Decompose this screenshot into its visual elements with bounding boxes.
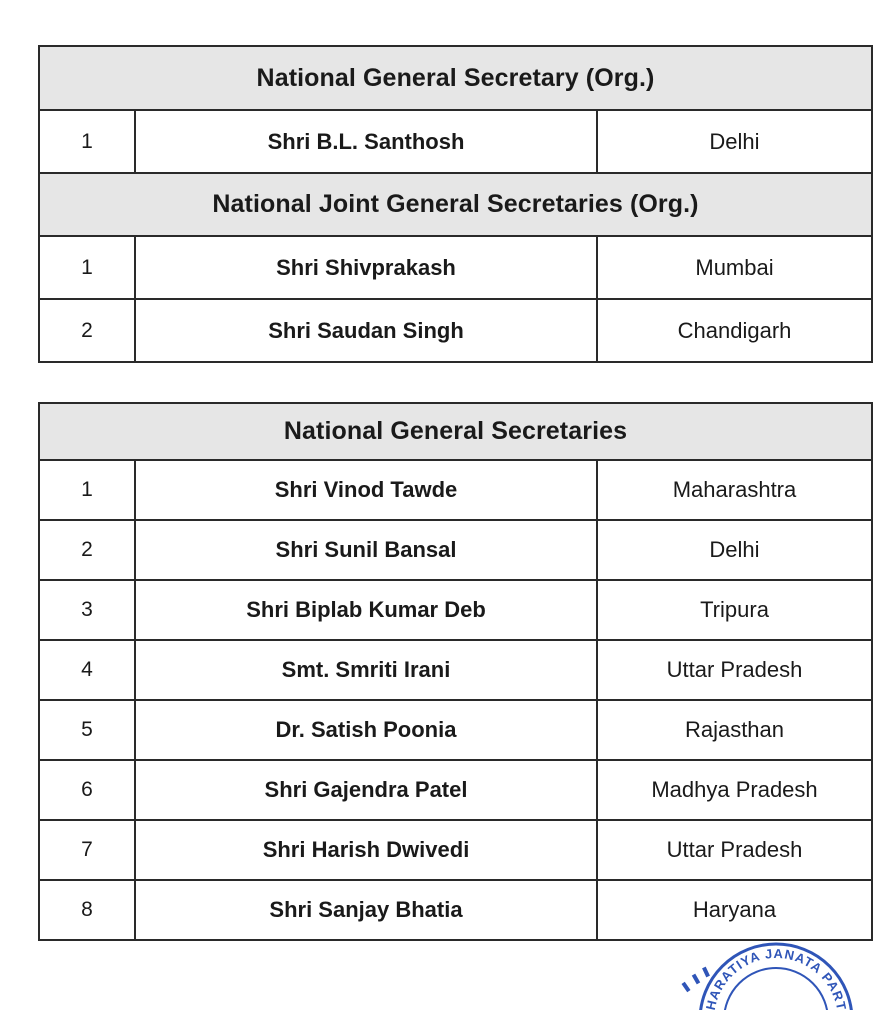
svg-text:BHARATIYA JANATA PARTY	[702, 946, 850, 1010]
row-number: 2	[39, 299, 135, 362]
member-name: Shri Shivprakash	[135, 236, 597, 299]
member-name: Shri Sanjay Bhatia	[135, 880, 597, 940]
seal-graphic	[676, 930, 876, 1010]
member-state: Haryana	[597, 880, 872, 940]
member-name: Shri Biplab Kumar Deb	[135, 580, 597, 640]
row-number: 3	[39, 580, 135, 640]
row-number: 1	[39, 460, 135, 520]
row-number: 6	[39, 760, 135, 820]
member-name: Shri Sunil Bansal	[135, 520, 597, 580]
section-title: National Joint General Secretaries (Org.)	[39, 173, 872, 236]
row-number: 1	[39, 236, 135, 299]
member-name: Shri Harish Dwivedi	[135, 820, 597, 880]
member-state: Uttar Pradesh	[597, 640, 872, 700]
member-state: Madhya Pradesh	[597, 760, 872, 820]
table-row	[39, 520, 872, 580]
table-row	[39, 760, 872, 820]
table-row	[39, 700, 872, 760]
general-secretaries-table	[38, 402, 873, 941]
table-row	[39, 640, 872, 700]
row-number: 4	[39, 640, 135, 700]
section-header-row	[39, 403, 872, 460]
party-seal-stamp	[676, 930, 876, 1010]
section-title: National General Secretary (Org.)	[39, 46, 872, 110]
table-row	[39, 236, 872, 299]
table-row	[39, 299, 872, 362]
row-number: 1	[39, 110, 135, 173]
member-state: Delhi	[597, 520, 872, 580]
member-name: Shri Vinod Tawde	[135, 460, 597, 520]
member-name: Shri Gajendra Patel	[135, 760, 597, 820]
section-header-row	[39, 173, 872, 236]
table-row	[39, 460, 872, 520]
org-secretaries-table	[38, 45, 873, 363]
row-number: 7	[39, 820, 135, 880]
row-number: 8	[39, 880, 135, 940]
table-row	[39, 820, 872, 880]
member-state: Chandigarh	[597, 299, 872, 362]
member-state: Rajasthan	[597, 700, 872, 760]
section-title: National General Secretaries	[39, 403, 872, 460]
row-number: 5	[39, 700, 135, 760]
table-row	[39, 580, 872, 640]
member-name: Shri B.L. Santhosh	[135, 110, 597, 173]
seal-text: HARATIYA JANATA PART	[702, 945, 850, 1010]
member-name: Dr. Satish Poonia	[135, 700, 597, 760]
member-state: Tripura	[597, 580, 872, 640]
member-state: Delhi	[597, 110, 872, 173]
section-header-row	[39, 46, 872, 110]
member-name: Smt. Smriti Irani	[135, 640, 597, 700]
row-number: 2	[39, 520, 135, 580]
table-row	[39, 110, 872, 173]
member-state: Maharashtra	[597, 460, 872, 520]
member-state: Uttar Pradesh	[597, 820, 872, 880]
member-state: Mumbai	[597, 236, 872, 299]
member-name: Shri Saudan Singh	[135, 299, 597, 362]
